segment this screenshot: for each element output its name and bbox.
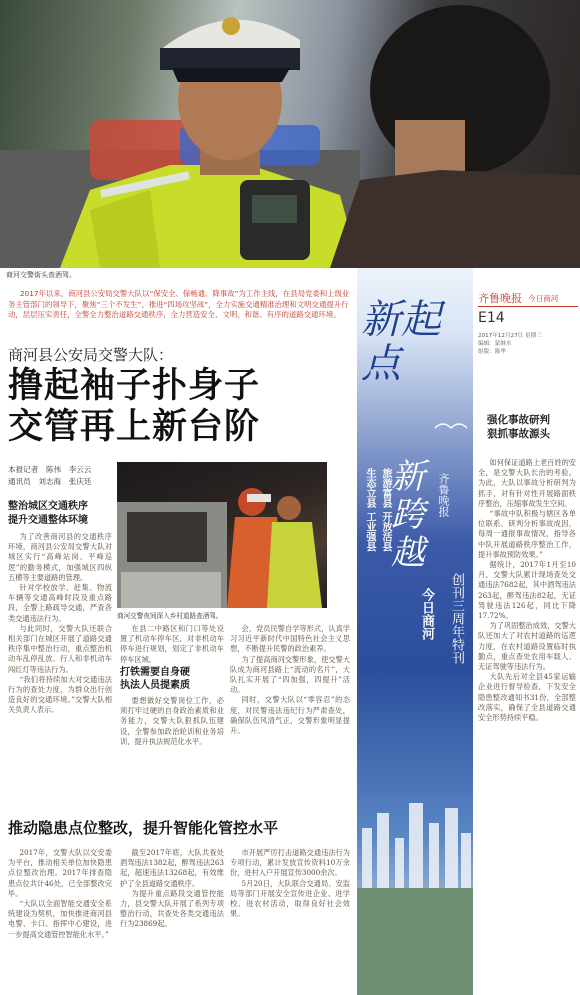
article-column-b2	[120, 696, 224, 808]
paragraph: 大队先后对全县45家运输企业进行督导检查，下发安全隐患整改通知书31份，全部整改落实，确保了全县道路交通安全形势持续平稳。	[478, 672, 576, 723]
article-column-b	[120, 624, 224, 664]
subhead-2-line-1: 打铁需要自身硬	[120, 667, 190, 678]
paragraph: 为了巩固整治成效，交警大队还加大了对农村道路的巡逻力度，在农村道路设置临时执勤点，重点查处农用车载人、无证驾驶等违法行为。	[478, 621, 576, 672]
headline-line-1: 撸起袖子扑身子	[8, 366, 261, 406]
banner-brand: 齐鲁晚报	[437, 473, 450, 517]
lead-photo	[0, 0, 580, 268]
paragraph: 5月20日，大队联合交通局、安监局等部门开展安全宣传进企业、进学校、进农村活动，取得良好社会效果。	[230, 878, 350, 919]
byline	[8, 464, 112, 487]
article-column-c	[230, 624, 350, 810]
police-checkpoint-photo	[0, 0, 580, 268]
banner-anniversary: 创刊三周年特刊	[449, 573, 464, 664]
paragraph: 为提升重点路段交通管控能力，县交警大队开展了系列专项整治行动，共查处各类交通违法行为23869起。	[120, 888, 224, 929]
article-column-right	[478, 458, 576, 988]
article-column-f	[230, 848, 350, 988]
right-subhead	[487, 413, 550, 441]
right-subhead-line-1: 强化事故研判	[487, 414, 550, 426]
subhead-1	[8, 500, 112, 527]
anniversary-banner	[357, 268, 473, 995]
page-date: 2017年12月27日 星期三	[478, 333, 542, 339]
lead-paragraph: 2017年以来，商河县公安局交警大队以“保安全、保畅通、降事故”为工作主线，在县局党委和上级业务主管部门的领导下，聚焦“三个不发生”、推进“四场攻坚战”，全力实施交通精准治理和文明交通提升行动，层层压实责任，全警全力整治道路交通秩序，全力营造安全、文明、和谐、有序的道路交通环境。	[8, 289, 350, 320]
subhead-2-line-2: 执法人员提素质	[120, 680, 190, 691]
paragraph: 与此同时，交警大队还联合相关部门在城区开展了道路交通秩序集中整治行动，重点整治机动车乱停乱放、行人和非机动车闯红灯等违法行为。	[8, 623, 112, 674]
headline-kicker: 商河县公安局交警大队：	[8, 346, 174, 364]
paragraph: 为了改善商河县的交通秩序环境，商河县公安局交警大队对城区实行“高峰站岗、平峰巡逻”的勤务模式，加强城区四纵五横等主要道路的管理。	[8, 532, 112, 582]
paragraph: “大队以全面智能交通安全系统建设为契机，加快推进商河县电警、卡口、指挥中心建设，进一步提高交通管控智能化水平。”	[8, 899, 112, 939]
byline-reporters: 本报记者 陈伟 李云云	[8, 465, 92, 474]
newspaper-section: 今日商河	[528, 294, 559, 303]
banner-title-1: 新起点	[361, 297, 441, 387]
paragraph: “事故中队积极与辖区各单位联系、研判分析事故成因，每周一通报事故情况，指导各中队开展道路秩序整治工作，提升事故预防效果。”	[478, 509, 576, 559]
night-checkpoint-photo	[117, 462, 327, 608]
paragraph: 要想做好交警岗位工作，必须打牢过硬的自身政治素质和业务能力，交警大队狠抓队伍建设，全警参加政治轮训和业务培训，提升执法规范化水平。	[120, 696, 224, 746]
header-rule	[478, 306, 578, 307]
paragraph: 2017年，交警大队以交安委为平台，推动相关单位加快隐患点位整改治理。2017年排查隐患点位共计46处，已全部整改完毕。	[8, 848, 112, 898]
banner-title-2: 新跨越	[391, 457, 425, 573]
paragraph: 为了提高商河交警形象，使交警大队成为商河县路上“流动的名片”，大队扎实开展了“四加强，四提升”活动。	[230, 654, 350, 695]
section-title: 推动隐患点位整改，提升智能化管控水平	[8, 819, 279, 837]
headline-line-2: 交管再上新台阶	[8, 407, 261, 447]
article-column-a	[8, 532, 112, 810]
banner-today: 今日商河	[419, 588, 434, 640]
banner-slogan-left: 生态立县 工业强县	[364, 468, 375, 552]
page-number: E14	[478, 310, 505, 326]
article-column-d	[8, 848, 112, 988]
page-layout: 组版：陈华	[478, 349, 506, 355]
paragraph: 同时，交警大队以“零容忍”的态度，对民警违法违纪行为严肃查处，确保队伍风清气正，交警形象明显提升。	[230, 695, 350, 736]
byline-correspondents: 通讯员 刘志海 张庆廷	[8, 476, 92, 486]
paragraph: “我们将持续加大对交通违法行为的查处力度，为群众出行创造良好的交通环境。”交警大队相关负责人表示。	[8, 674, 112, 715]
page-meta	[478, 332, 542, 356]
newspaper-name: 齐鲁晚报	[478, 292, 522, 305]
lead-photo-caption: 商河交警街头查酒驾。	[6, 271, 76, 279]
subhead-1-line-1: 整治城区交通秩序	[8, 501, 88, 512]
right-subhead-line-2: 狠抓事故源头	[487, 428, 550, 440]
article-column-e	[120, 848, 224, 988]
main-headline	[8, 366, 260, 448]
subhead-2	[120, 666, 224, 692]
paragraph: 针对学校放学、赶集、物流车辆等交通高峰时段及重点路段，全警上路疏导交通，严查各类交通违法行为。	[8, 583, 112, 623]
page-editor: 编辑：蒙继水	[478, 341, 512, 347]
paragraph: 市开展严厉打击道路交通违法行为专项行动，累计发放宣传资料10万余份，进村入户开展宣传3000余次。	[230, 848, 350, 878]
subhead-1-line-2: 提升交通整体环境	[8, 514, 88, 526]
paragraph: 如何保证道路上老百姓的安全，是交警大队长治的考验。为此，大队以事故分析研判为抓手，对有针对性开展路面秩序整治，压缩事故发生空间。	[478, 458, 576, 508]
paragraph: 在县二中路区和门口等处设置了机动车停车区，对非机动车停车进行规划，划定了非机动车停车区域。	[120, 624, 224, 664]
banner-slogan-right: 旅游富县 开放活县	[380, 468, 391, 552]
night-photo-art	[117, 462, 327, 608]
paragraph: 截至2017年底，大队共查处酒驾违法1382起，醉驾违法263起，超速违法13268起，有效维护了全县道路交通秩序。	[120, 848, 224, 888]
paragraph: 会、党员民警自学等形式，认真学习习近平新时代中国特色社会主义思想，不断提升民警的政治素养。	[230, 624, 350, 654]
paragraph: 据统计，2017年1月至10月，交警大队累计现场查处交通违法7682起，其中酒驾违法263起，醉驾违法82起，无证驾驶违法126起，同比下降17.72%。	[478, 560, 576, 621]
night-photo-caption: 商河交警夜间深入乡村道路查酒驾。	[117, 612, 223, 620]
